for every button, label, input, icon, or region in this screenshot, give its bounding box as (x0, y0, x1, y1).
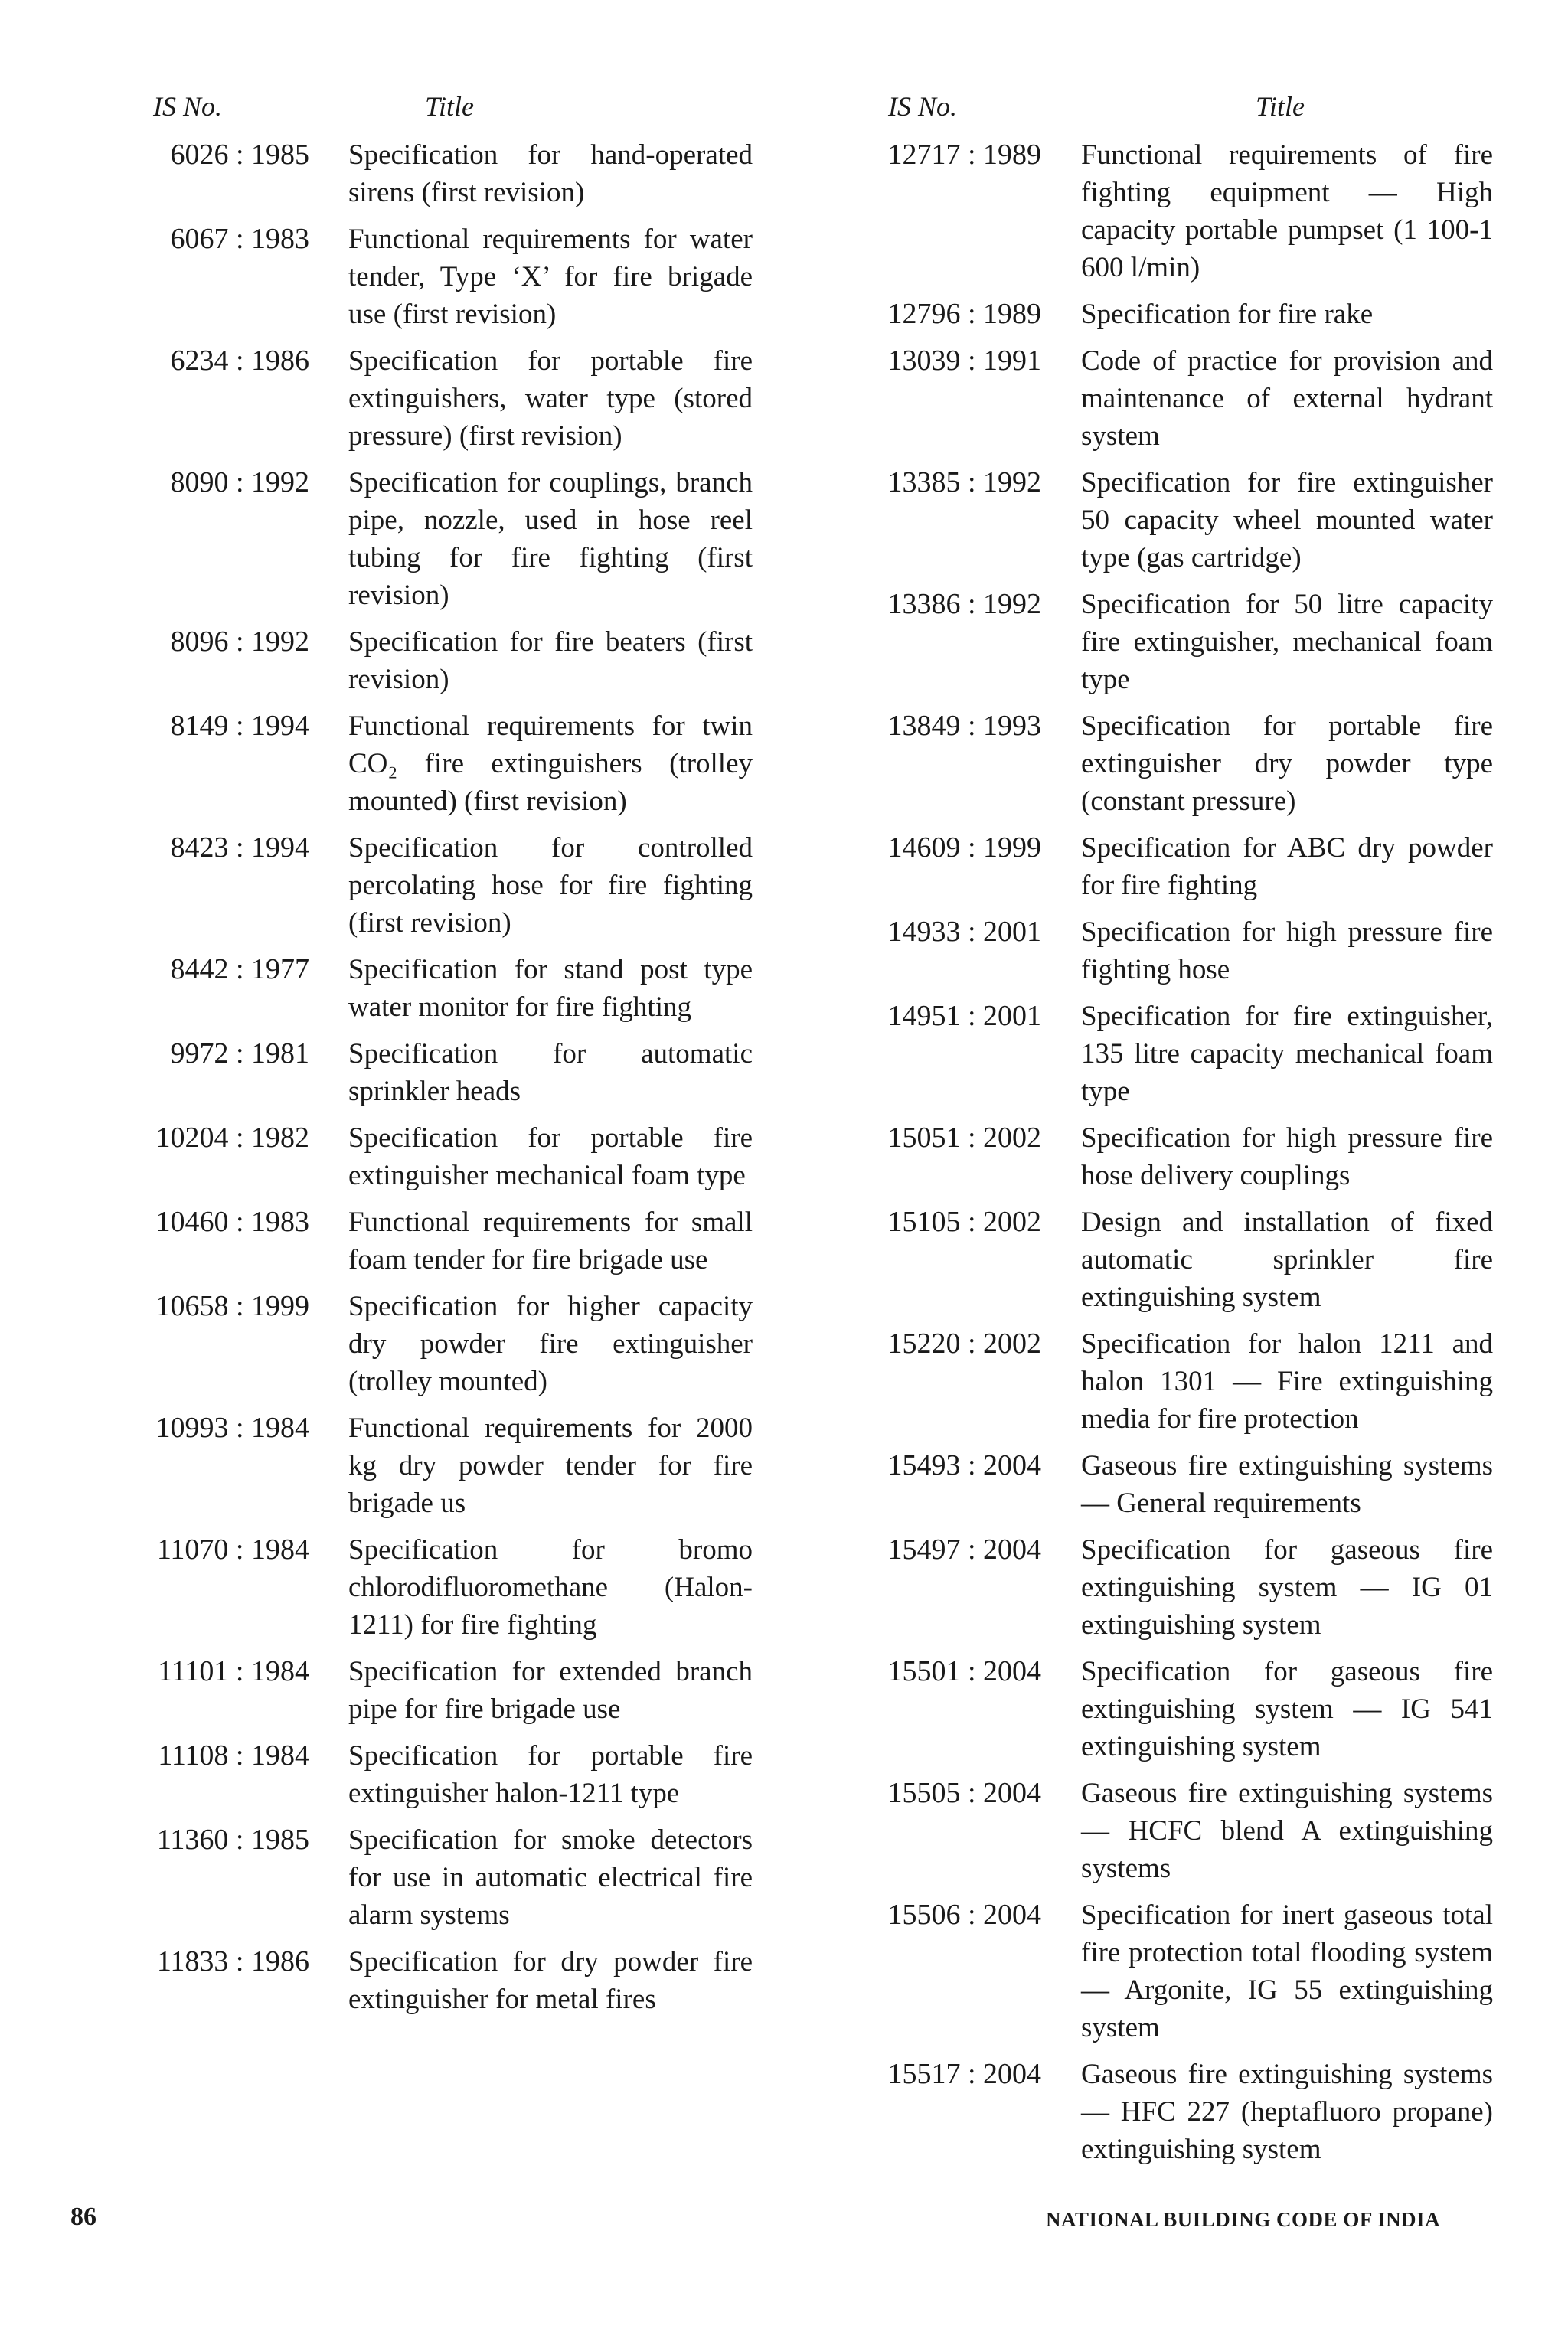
right-entry-list (773, 136, 1568, 2168)
standard-entry (0, 829, 773, 942)
standard-title: Specification for ABC dry powder for fire fighting (1081, 832, 1493, 901)
is-number: 6026 : 1985 (170, 139, 309, 171)
is-number: 12717 : 1989 (887, 139, 1041, 171)
standard-title: Specification for fire extinguisher, 135 litre capacity mechanical foam type (1081, 1001, 1493, 1107)
standard-entry (0, 1737, 773, 1812)
standard-entry (0, 136, 773, 211)
is-number: 11101 : 1984 (158, 1655, 309, 1687)
is-number: 15501 : 2004 (887, 1655, 1041, 1687)
is-number: 8090 : 1992 (170, 466, 309, 498)
is-number: 15051 : 2002 (887, 1122, 1041, 1154)
standard-title: Functional requirements for small foam tender for fire brigade use (348, 1207, 753, 1275)
standard-title: Gaseous fire extinguishing systems — HFC 227 (heptafluoro propane) extinguishing system (1081, 2059, 1493, 2165)
standard-entry (0, 951, 773, 1026)
is-number: 6067 : 1983 (170, 223, 309, 255)
right-column (773, 90, 1568, 2177)
standard-title: Functional requirements for water tender, Type ‘X’ for fire brigade use (first revision) (348, 224, 753, 330)
is-number: 13386 : 1992 (887, 588, 1041, 620)
standard-entry (0, 220, 773, 333)
is-number: 15505 : 2004 (887, 1777, 1041, 1809)
standard-entry (773, 1325, 1568, 1438)
standard-entry (0, 623, 773, 698)
standard-title: Specification for fire extinguisher 50 capacity wheel mounted water type (gas cartridge) (1081, 467, 1493, 573)
is-number: 11833 : 1986 (156, 1945, 309, 1978)
is-number: 14609 : 1999 (887, 831, 1041, 864)
is-number: 13385 : 1992 (887, 466, 1041, 498)
standard-entry (773, 1531, 1568, 1644)
is-number: 8442 : 1977 (170, 953, 309, 985)
standard-entry (773, 1119, 1568, 1194)
standard-entry (0, 707, 773, 820)
standard-entry (773, 707, 1568, 820)
standard-entry (773, 1447, 1568, 1522)
is-number: 10993 : 1984 (155, 1412, 309, 1444)
is-number: 15493 : 2004 (887, 1449, 1041, 1481)
standard-title: Functional requirements for 2000 kg dry powder tender for fire brigade us (348, 1413, 753, 1519)
is-number: 11070 : 1984 (156, 1533, 309, 1566)
standard-entry (773, 829, 1568, 904)
is-number: 9972 : 1981 (170, 1037, 309, 1070)
standard-entry (773, 342, 1568, 455)
standard-entry (773, 1896, 1568, 2046)
is-number: 8096 : 1992 (170, 625, 309, 658)
standard-title: Specification for automatic sprinkler heads (348, 1038, 753, 1107)
is-number: 15220 : 2002 (887, 1328, 1041, 1360)
is-number: 15105 : 2002 (887, 1206, 1041, 1238)
title-header: Title (1256, 91, 1305, 122)
standard-entry (0, 1409, 773, 1522)
standard-title: Gaseous fire extinguishing systems — General requirements (1081, 1450, 1493, 1519)
standard-title: Specification for gaseous fire extinguishing system — IG 01 extinguishing system (1081, 1534, 1493, 1641)
standard-entry (773, 464, 1568, 576)
is-number: 10658 : 1999 (155, 1290, 309, 1322)
standard-title: Specification for bromo chlorodifluoromethane (Halon-1211) for fire fighting (348, 1534, 753, 1641)
standard-entry (773, 136, 1568, 286)
standard-title: Gaseous fire extinguishing systems — HCFC blend A extinguishing systems (1081, 1778, 1493, 1884)
standard-entry (0, 1653, 773, 1728)
is-number: 6234 : 1986 (170, 345, 309, 377)
standard-title: Specification for smoke detectors for use in automatic electrical fire alarm systems (348, 1824, 753, 1931)
standard-title: Specification for portable fire extinguisher halon-1211 type (348, 1740, 753, 1809)
left-entry-list (0, 136, 773, 2018)
standard-title: Specification for stand post type water monitor for fire fighting (348, 954, 753, 1023)
is-number: 15517 : 2004 (887, 2058, 1041, 2090)
standard-entry (773, 998, 1568, 1110)
standard-title: Specification for high pressure fire fighting hose (1081, 916, 1493, 985)
left-column (0, 90, 773, 2027)
standard-entry (773, 1653, 1568, 1765)
standard-entry (0, 1288, 773, 1400)
standard-title: Specification for high pressure fire hose delivery couplings (1081, 1122, 1493, 1191)
standard-entry (0, 1821, 773, 1934)
standard-entry (773, 1775, 1568, 1887)
standard-title: Specification for 50 litre capacity fire extinguisher, mechanical foam type (1081, 589, 1493, 695)
standard-title: Specification for halon 1211 and halon 1301 — Fire extinguishing media for fire protection (1081, 1328, 1493, 1435)
standard-title: Specification for portable fire extinguisher dry powder type (constant pressure) (1081, 710, 1493, 817)
standard-title: Code of practice for provision and maintenance of external hydrant system (1081, 345, 1493, 452)
is-number: 15506 : 2004 (887, 1899, 1041, 1931)
standard-title: Specification for hand-operated sirens (first revision) (348, 139, 753, 208)
is-number: 11108 : 1984 (158, 1739, 309, 1772)
standard-title: Specification for portable fire extinguisher mechanical foam type (348, 1122, 753, 1191)
is-number: 8423 : 1994 (170, 831, 309, 864)
standard-title: Functional requirements of fire fighting equipment — High capacity portable pumpset (1 100-1 600 l/min) (1081, 139, 1493, 283)
is-number: 8149 : 1994 (170, 710, 309, 742)
standard-title: Specification for gaseous fire extinguishing system — IG 541 extinguishing system (1081, 1656, 1493, 1762)
standard-entry (0, 1943, 773, 2018)
right-column-header (773, 90, 1568, 136)
standard-entry (0, 342, 773, 455)
is-no-header: IS No. (888, 91, 957, 122)
standard-entry (0, 464, 773, 614)
is-number: 13849 : 1993 (887, 710, 1041, 742)
standard-title: Specification for couplings, branch pipe, nozzle, used in hose reel tubing for fire fighting (first revision) (348, 467, 753, 611)
standard-title: Specification for portable fire extinguishers, water type (stored pressure) (first revision) (348, 345, 753, 452)
is-number: 11360 : 1985 (156, 1824, 309, 1856)
is-no-header: IS No. (153, 91, 222, 122)
standard-title: Specification for dry powder fire extinguisher for metal fires (348, 1946, 753, 2015)
book-title: NATIONAL BUILDING CODE OF INDIA (1046, 2208, 1441, 2231)
is-number: 14951 : 2001 (887, 1000, 1041, 1032)
standard-title: Specification for fire rake (1081, 299, 1374, 330)
is-number: 15497 : 2004 (887, 1533, 1041, 1566)
standard-entry (0, 1531, 773, 1644)
standard-title: Specification for controlled percolating hose for fire fighting (first revision) (348, 832, 753, 939)
standard-title: Specification for higher capacity dry powder fire extinguisher (trolley mounted) (348, 1291, 753, 1397)
is-number: 14933 : 2001 (887, 916, 1041, 948)
standard-entry (773, 1204, 1568, 1316)
is-number: 10460 : 1983 (155, 1206, 309, 1238)
standard-title: Specification for inert gaseous total fire protection total flooding system — Argonite, IG 55 extinguishing system (1081, 1899, 1493, 2043)
standard-entry (773, 586, 1568, 698)
standard-entry (0, 1119, 773, 1194)
standard-title: Specification for fire beaters (first revision) (348, 626, 753, 695)
standard-title: Functional requirements for twin CO₂ fire extinguishers (trolley mounted) (first revision) (348, 710, 753, 817)
standard-entry (773, 296, 1568, 333)
is-number: 10204 : 1982 (155, 1122, 309, 1154)
standard-entry (0, 1204, 773, 1279)
standard-entry (0, 1035, 773, 1110)
page-number: 86 (70, 2203, 96, 2231)
title-header: Title (425, 91, 475, 122)
standard-title: Specification for extended branch pipe for fire brigade use (348, 1656, 753, 1725)
standard-entry (773, 913, 1568, 988)
standard-title: Design and installation of fixed automatic sprinkler fire extinguishing system (1081, 1207, 1493, 1313)
is-number: 12796 : 1989 (887, 298, 1041, 330)
is-number: 13039 : 1991 (887, 345, 1041, 377)
left-column-header (0, 90, 773, 136)
standard-entry (773, 2056, 1568, 2168)
